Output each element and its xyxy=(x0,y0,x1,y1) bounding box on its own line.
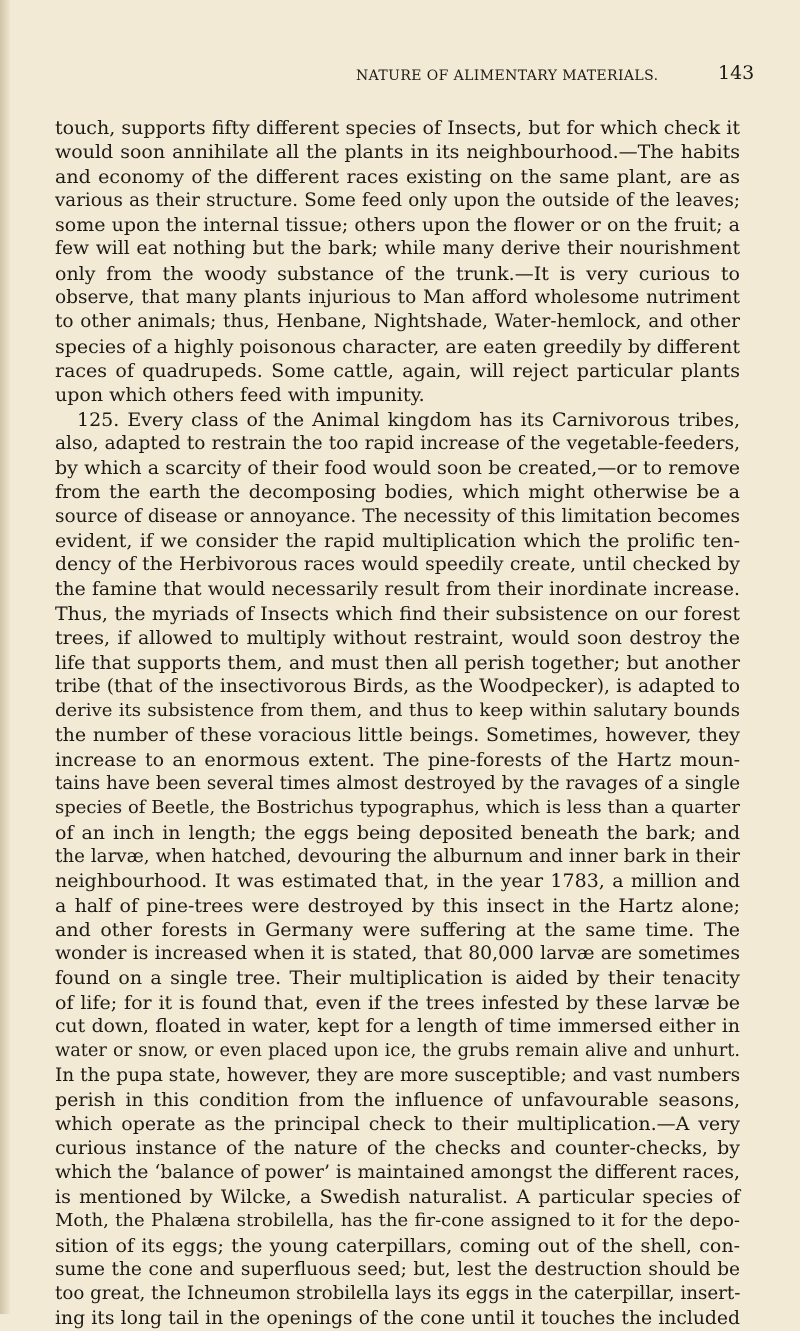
text-line: species of Beetle, the Bostrichus typographus, which is less than a quarter xyxy=(55,797,740,819)
text-line: few will eat nothing but the bark; while many derive their nourishment xyxy=(55,238,740,260)
text-line: found on a single tree. Their multiplication is aided by their tenacity xyxy=(55,967,740,990)
text-line: life that supports them, and must then all perish together; but another xyxy=(55,651,740,674)
text-line: ing its long tail in the openings of the cone until it touches the included xyxy=(55,1307,740,1329)
text-line: of an inch in length; the eggs being deposited beneath the bark; and xyxy=(55,821,740,844)
text-line: to other animals; thus, Henbane, Nightshade, Water-hemlock, and other xyxy=(55,311,740,333)
text-line: races of quadrupeds. Some cattle, again, will reject particular plants xyxy=(55,359,740,382)
text-line: which operate as the principal check to their multiplication.—A very xyxy=(55,1113,740,1136)
text-line: some upon the internal tissue; others upon the flower or on the fruit; a xyxy=(55,214,740,237)
text-line: and economy of the different races existing on the same plant, are as xyxy=(55,165,740,188)
text-line: water or snow, or even placed upon ice, the grubs remain alive and unhurt. xyxy=(55,1041,740,1062)
text-line: dency of the Herbivorous races would speedily create, until checked by xyxy=(55,554,740,576)
text-line: is mentioned by Wilcke, a Swedish naturalist. A particular species of xyxy=(55,1186,740,1209)
text-line: and other forests in Germany were suffering at the same time. The xyxy=(55,918,740,941)
text-line: tains have been several times almost destroyed by the ravages of a single xyxy=(55,773,740,795)
body-text xyxy=(55,116,740,1331)
text-line: increase to an enormous extent. The pine-forests of the Hartz moun- xyxy=(55,748,740,771)
text-line: various as their structure. Some feed only upon the outside of the leaves; xyxy=(55,189,740,211)
page-header xyxy=(0,62,800,92)
text-line: only from the woody substance of the trunk.—It is very curious to xyxy=(55,262,740,285)
text-line: from the earth the decomposing bodies, which might otherwise be a xyxy=(55,481,740,504)
text-line: wonder is increased when it is stated, that 80,000 larvæ are sometimes xyxy=(55,943,740,965)
text-line: would soon annihilate all the plants in its neighbourhood.—The habits xyxy=(55,141,740,164)
text-line: a half of pine-trees were destroyed by this insect in the Hartz alone; xyxy=(55,894,740,917)
page-number: 143 xyxy=(718,62,755,84)
text-line: neighbourhood. It was estimated that, in the year 1783, a million and xyxy=(55,870,740,893)
page-edge xyxy=(0,0,10,1314)
text-line: In the pupa state, however, they are more susceptible; and vast numbers xyxy=(55,1064,741,1086)
text-line: touch, supports fifty different species of Insects, but for which check it xyxy=(55,117,740,139)
text-line: the larvæ, when hatched, devouring the alburnum and inner bark in their xyxy=(55,845,740,867)
text-line: too great, the Ichneumon strobilella lays its eggs in the caterpillar, insert- xyxy=(55,1283,741,1305)
text-line: the number of these voracious little beings. Sometimes, however, they xyxy=(55,724,740,747)
text-line: cut down, floated in water, kept for a length of time immersed either in xyxy=(55,1015,740,1037)
text-line: also, adapted to restrain the too rapid increase of the vegetable-feeders, xyxy=(55,432,740,454)
text-line: by which a scarcity of their food would soon be created,—or to remove xyxy=(55,457,740,480)
text-line: which the ‘balance of power’ is maintained amongst the different races, xyxy=(55,1161,740,1183)
running-head: NATURE OF ALIMENTARY MATERIALS. xyxy=(356,68,659,84)
text-line: species of a highly poisonous character, are eaten greedily by different xyxy=(55,335,740,358)
text-line: Moth, the Phalæna strobilella, has the fir-cone assigned to it for the depo- xyxy=(55,1210,740,1232)
text-line: sition of its eggs; the young caterpillars, coming out of the shell, con- xyxy=(55,1234,740,1257)
text-line: derive its subsistence from them, and thus to keep within salutary bounds xyxy=(55,700,740,722)
text-line: sume the cone and superfluous seed; but, lest the destruction should be xyxy=(55,1258,740,1280)
text-line: curious instance of the nature of the checks and counter-checks, by xyxy=(55,1137,740,1160)
text-line: perish in this condition from the influence of unfavourable seasons, xyxy=(55,1088,740,1111)
text-line: 125. Every class of the Animal kingdom has its Carnivorous tribes, xyxy=(77,408,740,431)
text-line: tribe (that of the insectivorous Birds, as the Woodpecker), is adapted to xyxy=(55,675,740,697)
text-line: upon which others feed with impunity. xyxy=(55,384,425,407)
text-line: the famine that would necessarily result from their inordinate increase. xyxy=(55,578,740,600)
text-line: Thus, the myriads of Insects which find their subsistence on our forest xyxy=(55,602,740,625)
text-line: trees, if allowed to multiply without restraint, would soon destroy the xyxy=(55,627,740,650)
text-line: evident, if we consider the rapid multiplication which the prolific ten- xyxy=(55,530,740,553)
text-line: observe, that many plants injurious to Man afford wholesome nutriment xyxy=(55,287,740,309)
text-line: of life; for it is found that, even if the trees infested by these larvæ be xyxy=(55,991,740,1014)
text-line: source of disease or annoyance. The necessity of this limitation becomes xyxy=(55,505,740,527)
